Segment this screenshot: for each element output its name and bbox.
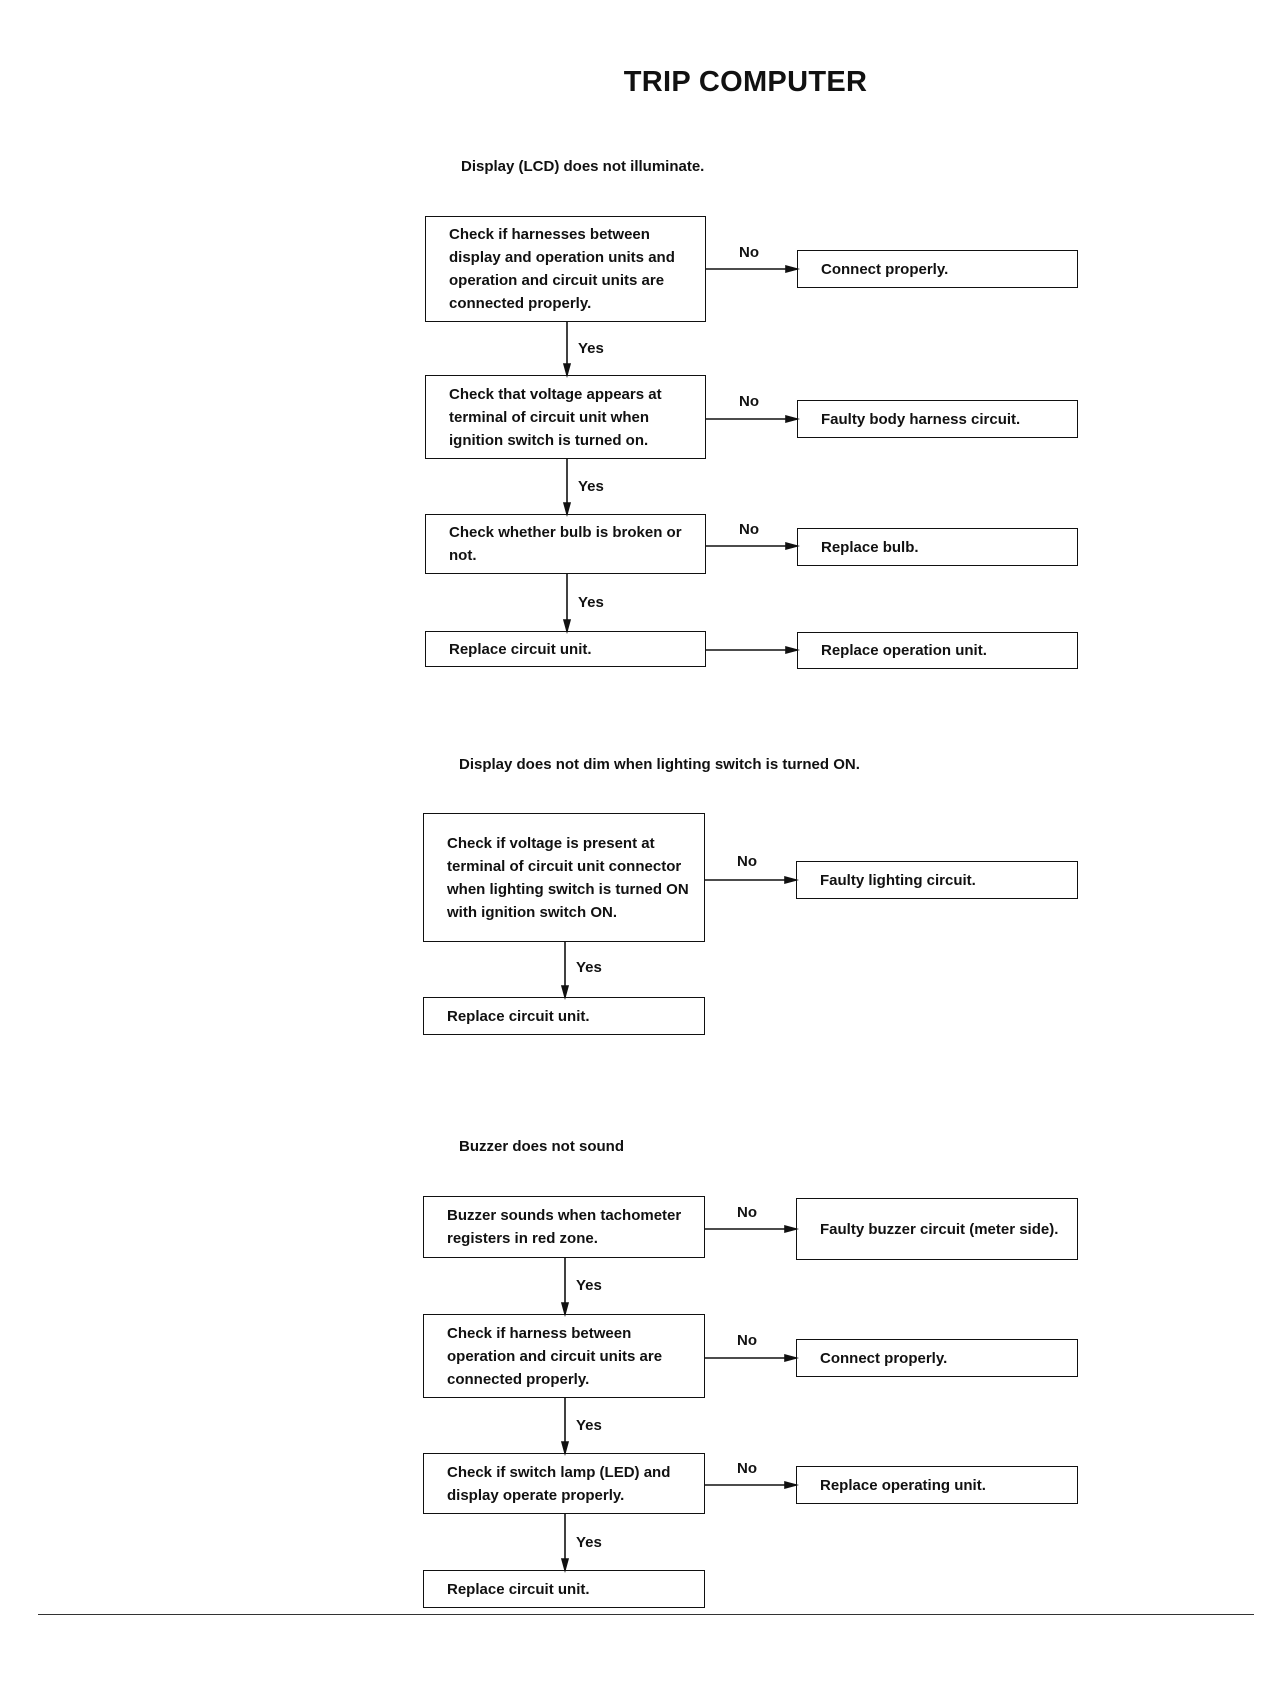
check-box-voltage: Check that voltage appears at terminal of circuit unit when ignition switch is turned on. [425, 375, 706, 459]
result-box-faulty-lighting-circuit: Faulty lighting circuit. [796, 861, 1078, 899]
yes-label: Yes [578, 340, 604, 357]
section-heading-dim: Display does not dim when lighting switch is turned ON. [459, 756, 860, 773]
check-box-buzzer-tachometer: Buzzer sounds when tachometer registers in red zone. [423, 1196, 705, 1258]
yes-label: Yes [576, 959, 602, 976]
result-box-connect-properly: Connect properly. [797, 250, 1078, 288]
result-box-faulty-buzzer-circuit: Faulty buzzer circuit (meter side). [796, 1198, 1078, 1260]
bottom-rule [38, 1614, 1254, 1615]
yes-label: Yes [578, 478, 604, 495]
result-box-faulty-body-harness: Faulty body harness circuit. [797, 400, 1078, 438]
result-box-connect-properly: Connect properly. [796, 1339, 1078, 1377]
page-title: TRIP COMPUTER [623, 66, 868, 98]
check-box-switch-lamp: Check if switch lamp (LED) and display operate properly. [423, 1453, 705, 1514]
result-box-replace-bulb: Replace bulb. [797, 528, 1078, 566]
yes-label: Yes [576, 1534, 602, 1551]
no-label: No [737, 1332, 757, 1349]
action-box-replace-circuit-unit: Replace circuit unit. [423, 1570, 705, 1608]
no-label: No [737, 1204, 757, 1221]
check-box-bulb: Check whether bulb is broken or not. [425, 514, 706, 574]
no-label: No [739, 244, 759, 261]
result-box-replace-operating-unit: Replace operating unit. [796, 1466, 1078, 1504]
check-box-lighting-voltage: Check if voltage is present at terminal of circuit unit connector when lighting switch is turned ON with ignition switch ON. [423, 813, 705, 942]
no-label: No [739, 393, 759, 410]
yes-label: Yes [578, 594, 604, 611]
action-box-replace-circuit-unit: Replace circuit unit. [423, 997, 705, 1035]
result-box-replace-operation-unit: Replace operation unit. [797, 632, 1078, 669]
check-box-harnesses: Check if harnesses between display and operation units and operation and circuit units are connected properly. [425, 216, 706, 322]
section-heading-buzzer: Buzzer does not sound [459, 1138, 624, 1155]
yes-label: Yes [576, 1277, 602, 1294]
no-label: No [737, 1460, 757, 1477]
check-box-harness-connection: Check if harness between operation and circuit units are connected properly. [423, 1314, 705, 1398]
yes-label: Yes [576, 1417, 602, 1434]
section-heading-lcd: Display (LCD) does not illuminate. [461, 158, 705, 175]
action-box-replace-circuit-unit: Replace circuit unit. [425, 631, 706, 667]
no-label: No [739, 521, 759, 538]
no-label: No [737, 853, 757, 870]
